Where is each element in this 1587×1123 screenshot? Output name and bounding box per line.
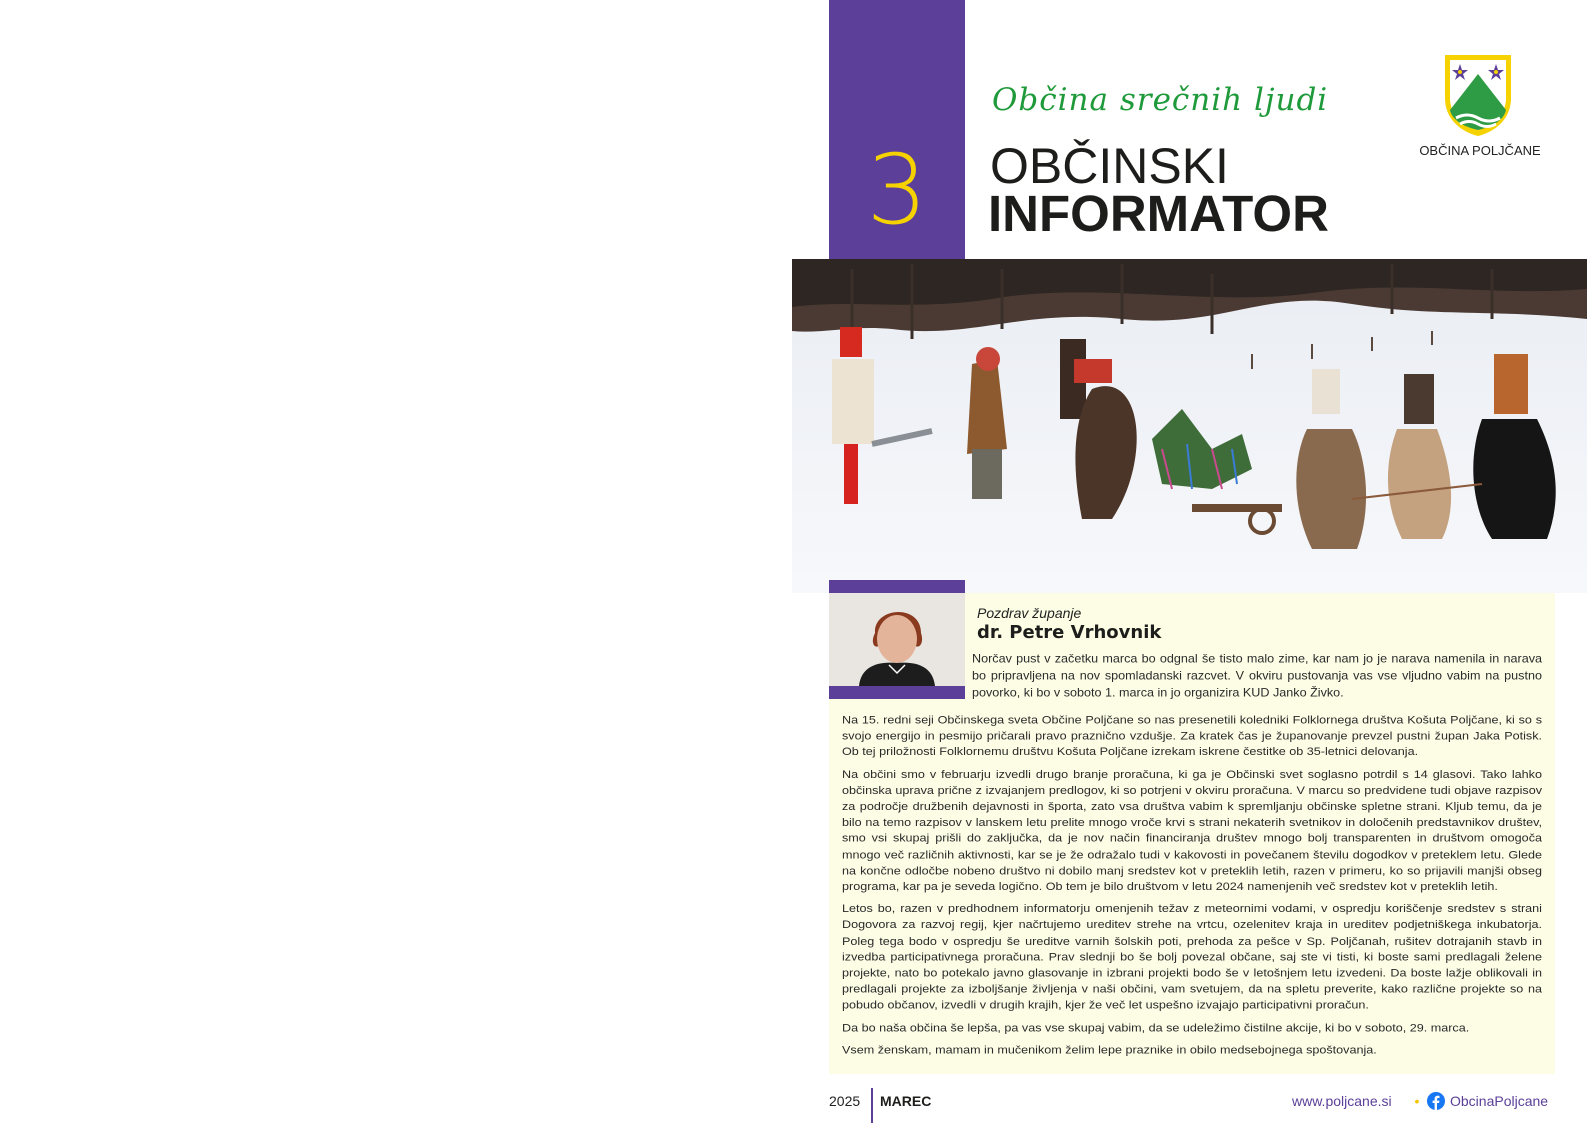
portrait-frame-top <box>829 580 965 593</box>
footer-separator: • <box>1414 1093 1420 1109</box>
article-paragraph: Da bo naša občina še lepša, pa vas vse skupaj vabim, da se udeležimo čistilne akcije, ki bo v soboto, 29. marca. <box>842 1021 1470 1034</box>
portrait-frame-bottom <box>829 686 965 699</box>
article-body <box>842 712 1542 1064</box>
article-paragraph: Na 15. redni seji Občinskega sveta Občine Poljčane so nas presenetili koledniki Folklornega društva Košuta Poljčane, ki so s svojo energijo in pesmijo pričarali pravo praznično vzdušje. Za kratek čas je županovanje prevzel pustni župan Jaka Potisk. Ob tej priložnosti Folklornemu društvu Košuta Poljčane izrekam iskrene čestitke ob 35-letnici delovanja. <box>842 713 1542 759</box>
footer-month: MAREC <box>880 1093 932 1109</box>
website-link[interactable]: www.poljcane.si <box>1292 1093 1392 1109</box>
publication-title-line2: INFORMATOR <box>988 185 1329 242</box>
article-author: dr. Petre Vrhovnik <box>977 622 1162 643</box>
slogan <box>992 70 1332 130</box>
article-paragraph: Norčav pust v začetku marca bo odgnal še tisto malo zime, kar nam jo je narava namenila in narava bo pripravljena na nov spomladanski razcvet. V okviru pustovanja vas vse vljudno vabim na pustno povorko, ki bo v soboto 1. marca in jo organizira KUD Janko Živko. <box>972 651 1542 700</box>
carnival-procession-photo <box>792 259 1587 593</box>
portrait-photo <box>829 593 965 686</box>
publication-title-line1: OBČINSKI <box>990 138 1229 194</box>
slogan-text: Občina srečnih ljudi <box>992 82 1329 118</box>
footer-year: 2025 <box>829 1093 861 1109</box>
facebook-icon[interactable] <box>1427 1092 1445 1110</box>
coat-of-arms-icon <box>1442 52 1514 138</box>
municipality-name: OBČINA POLJČANE <box>1419 143 1541 158</box>
article-kicker: Pozdrav županje <box>977 605 1082 621</box>
article-paragraph: Vsem ženskam, mamam in mučenikom želim lepe praznike in obilo medsebojnega spoštovanja. <box>842 1043 1377 1056</box>
hero-photo <box>792 259 1587 593</box>
issue-number: 3 <box>866 134 928 246</box>
mayor-portrait <box>829 593 965 686</box>
facebook-link[interactable]: ObcinaPoljcane <box>1450 1093 1549 1109</box>
article-paragraph: Letos bo, razen v predhodnem informatorju omenjenih težav z meteornimi vodami, v ospredju koriščenje sredstev s strani Dogovora za razvoj regij, kjer načrtujemo ureditev strehe na vrtcu, ozelenitev kraja in ureditev podjetniškega inkubatorja. Poleg tega bodo v ospredju še ureditve varnih šolskih poti, prehoda za pešce v Sp. Poljčanah, rušitev dotrajanih stavb in izvedba participativnega proračuna. Prav slednji bo še bolj povezal občane, saj ste vi tisti, ki boste sami predlagali želene projekte, nato bo potekalo javno glasovanje in izbrani projekti bodo še v letošnjem letu izvedeni. Da boste lažje oblikovali in predlagali projekte za izboljšanje življenja v naši občini, vam svetujem, da na spletu preverite, kako različne projekte so na pobudo občanov, izvedli v drugih krajih, kjer že več let uspešno izvajajo participativni proračun. <box>842 902 1542 1012</box>
article-paragraph: Na občini smo v februarju izvedli drugo branje proračuna, ki ga je Občinski svet soglasno potrdil s 14 glasovi. Tako lahko občinska uprava prične z izvajanjem predlogov, ki so potrjeni v okviru proračuna. V marcu so predvidene tudi objave razpisov za področje družbenih dejavnosti in športa, zato vsa društva vabim k spremljanju občinske spletne strani. Kljub temu, da je bilo na temo razpisov v lanskem letu prelite mnogo vroče krvi s strani nekaterih svetnikov in določenih predstavnikov društev, smo vsi skupaj prišli do zaključka, da je nov način financiranja društev mnogo bolj transparenten in društvom omogoča mnogo več različnih aktivnosti, kar se je že odražalo tudi v kakovosti in povečanem številu dogodkov v preteklem letu. Glede na končne odločbe nobeno društvo ni dobilo manj sredstev kot v preteklih letih, razen v primeru, ko so prijavili manjši obseg programa, kar pa je seveda logično. Ob tem je bilo društvom v letu 2024 namenjenih več sredstev kot v preteklih letih. <box>842 768 1542 893</box>
footer-divider <box>871 1088 873 1123</box>
